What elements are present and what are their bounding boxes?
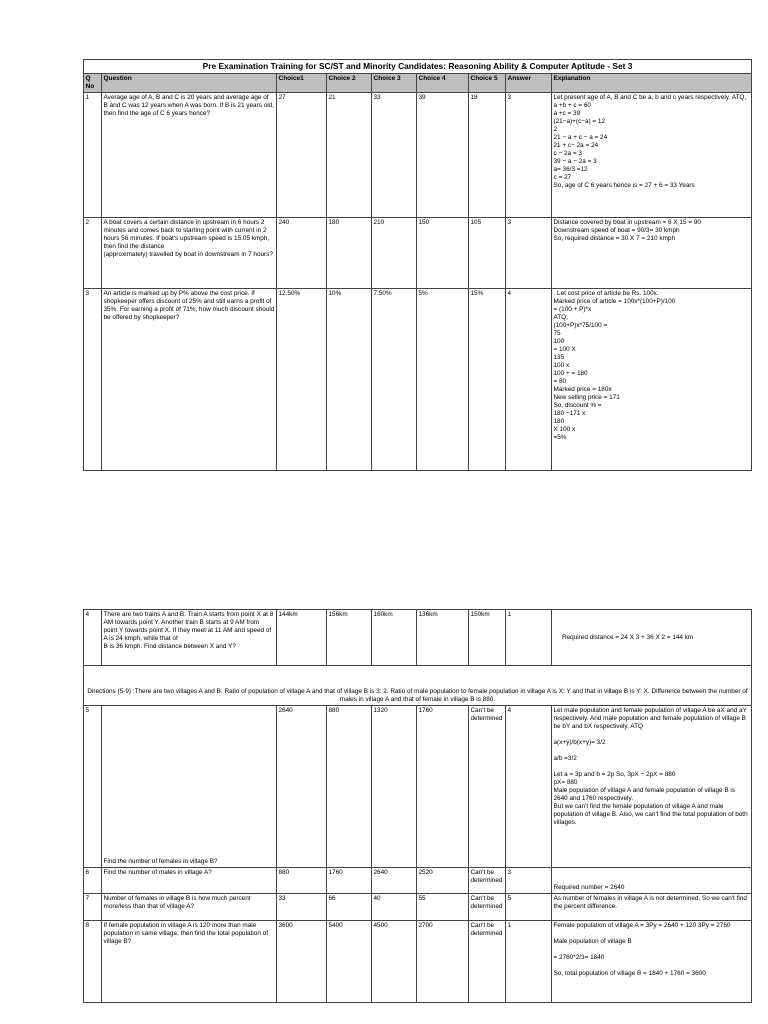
explanation: Female population of village A = 3Py = 2640 + 120 3Py = 2760 Male population of village B = 2760*2/3= 1840 So, total population of village B = 1840 + 1760 = 3600 xyxy=(552,921,752,1003)
choice-2: 880 xyxy=(327,706,372,868)
header-choice-4: Choice 4 xyxy=(417,73,469,92)
question-text: An article is marked up by P% above the cost price. If shopkeeper offers discount of 25% and still earns a profit of 35%. For earning a profit of 71%, how much discount should be offered by shopkeeper? xyxy=(102,288,277,470)
question-number: 6 xyxy=(84,868,102,894)
choice-1: 144km xyxy=(277,610,327,666)
explanation: Distance covered by boat in upstream = 6 X 15 = 90 Downstream speed of boat = 90/3= 30 kmph So, required distance = 30 X 7 = 210 kmph xyxy=(552,217,752,288)
directions-row xyxy=(84,666,752,706)
question-table-page-1 xyxy=(83,59,752,471)
choice-1: 3600 xyxy=(277,921,327,1003)
choice-1: 27 xyxy=(277,92,327,217)
choice-3: 210 xyxy=(372,217,417,288)
answer: 3 xyxy=(506,868,552,894)
header-row xyxy=(84,73,752,92)
question-number: 7 xyxy=(84,894,102,921)
question-text: There are two trains A and B. Train A starts from point X at 8 AM towards point Y. Another train B starts at 9 AM from point Y towards point X. If they meet at 11 AM and speed of A is 24 kmph, while that of B is 36 kmph. Find distance between X and Y? xyxy=(102,610,277,666)
question-row xyxy=(84,868,752,894)
choice-3: 7.50% xyxy=(372,288,417,470)
choice-1: 12.50% xyxy=(277,288,327,470)
question-text: Find the number of males in village A? xyxy=(102,868,277,894)
question-text: Average age of A, B and C is 20 years and average age of B and C was 12 years when A was born. If B is 21 years old, then find the age of C 6 years hence? xyxy=(102,92,277,217)
choice-3: 4500 xyxy=(372,921,417,1003)
question-row xyxy=(84,92,752,217)
choice-2: 1760 xyxy=(327,868,372,894)
choice-3: 40 xyxy=(372,894,417,921)
choice-2: 180 xyxy=(327,217,372,288)
choice-4: 5% xyxy=(417,288,469,470)
answer: 1 xyxy=(506,610,552,666)
choice-4: 39 xyxy=(417,92,469,217)
question-text: A boat covers a certain distance in upstream in 6 hours 2 minutes and comes back to starting point with current in 2 hours 56 minutes. If boat's upstream speed is 15.05 kmph, then find the distance (approximately) travelled by boat in downstream in 7 hours? xyxy=(102,217,277,288)
question-row xyxy=(84,610,752,666)
header-answer: Answer xyxy=(506,73,552,92)
choice-5: 105 xyxy=(469,217,506,288)
question-text: If female population in village A is 120 more than male population in same village, then find the total population of village B? xyxy=(102,921,277,1003)
choice-4: 55 xyxy=(417,894,469,921)
question-row xyxy=(84,921,752,1003)
choice-3: 33 xyxy=(372,92,417,217)
question-text: Find the number of females in village B? xyxy=(102,706,277,868)
choice-3: 2640 xyxy=(372,868,417,894)
choice-1: 33 xyxy=(277,894,327,921)
choice-4: 2700 xyxy=(417,921,469,1003)
choice-2: 5400 xyxy=(327,921,372,1003)
choice-5: 18 xyxy=(469,92,506,217)
question-number: 5 xyxy=(84,706,102,868)
explanation: . Let cost price of article be Rs. 100x. Marked price of article = 100x*(100+P)/100 = (100 + P)*x ATQ, (100+P)x*75/100 = 75 100 = 100 X 135 100 x 100 + = 180 = 80 Marked price = 180x New selling price = 171 So, discount % = 180 −171 x 180 X 100 x =5% xyxy=(552,288,752,470)
choice-3: 160km xyxy=(372,610,417,666)
header-choice-5: Choice 5 xyxy=(469,73,506,92)
question-number: 8 xyxy=(84,921,102,1003)
explanation: Required number = 2640 xyxy=(552,868,752,894)
question-row xyxy=(84,706,752,868)
choice-4: 136km xyxy=(417,610,469,666)
header-question: Question xyxy=(102,73,277,92)
question-number: 3 xyxy=(84,288,102,470)
explanation: Let present age of A, B and C be a, b and c years respectively. ATQ, a +b + c = 60 a +c = 39 (21−a)+(c−a) = 12 2 21 − a + c − a = 24 21 + c− 2a = 24 c − 2a = 3 39 − a − 2a = 3 a= 36/3 =12 c = 27 So, age of C 6 years hence is = 27 + 6 = 33 Years xyxy=(552,92,752,217)
choice-4: 2520 xyxy=(417,868,469,894)
answer: 1 xyxy=(506,921,552,1003)
answer: 3 xyxy=(506,92,552,217)
answer: 5 xyxy=(506,894,552,921)
choice-1: 2640 xyxy=(277,706,327,868)
question-row xyxy=(84,894,752,921)
choice-2: 21 xyxy=(327,92,372,217)
choice-5: Can't be determined xyxy=(469,868,506,894)
choice-4: 1760 xyxy=(417,706,469,868)
choice-5: Can't be determined xyxy=(469,921,506,1003)
choice-5: 150km xyxy=(469,610,506,666)
choice-3: 1320 xyxy=(372,706,417,868)
choice-2: 66 xyxy=(327,894,372,921)
choice-2: 156km xyxy=(327,610,372,666)
sheet-title: Pre Examination Training for SC/ST and Minority Candidates: Reasoning Ability & Computer Aptitude - Set 3 xyxy=(84,60,752,74)
question-row xyxy=(84,217,752,288)
question-number: 4 xyxy=(84,610,102,666)
choice-5: 15% xyxy=(469,288,506,470)
question-number: 2 xyxy=(84,217,102,288)
header-explanation: Explanation xyxy=(552,73,752,92)
question-table-page-2 xyxy=(83,609,752,1003)
header-choice-3: Choice 3 xyxy=(372,73,417,92)
header-choice-1: Choice1 xyxy=(277,73,327,92)
question-row xyxy=(84,288,752,470)
directions-text: Directions (5-9) :There are two villages A and B. Ratio of population of village A and that of village B is 3: 2. Ratio of male population to female population in village A is X: Y and that in village B is Y: X. Difference between the number of males in village A and that of female in village B is 880. xyxy=(84,666,752,706)
choice-1: 240 xyxy=(277,217,327,288)
explanation: Let male population and female population of village A be aX and aY respectively. And male population and female population of village B be bY and bX respectively. ATQ a(x+y)/b(x+y)= 3/2 a/b =3/2 Let a = 3p and b = 2p So, 3pX − 2pX = 880 pX= 880 Male population of village A and female population of village B is 2640 and 1760 respectively. But we can't find the female population of village A and male population of village B. Also, we can't find the total population of both villages. xyxy=(552,706,752,868)
choice-1: 880 xyxy=(277,868,327,894)
choice-5: Can't be determined xyxy=(469,706,506,868)
choice-4: 150 xyxy=(417,217,469,288)
choice-5: Can't be determined xyxy=(469,894,506,921)
question-text: Number of females in village B is how much percent more/less than that of village A? xyxy=(102,894,277,921)
explanation: Required distance = 24 X 3 + 36 X 2 = 144 km xyxy=(552,610,752,666)
header-qno: Q No xyxy=(84,73,102,92)
answer: 4 xyxy=(506,288,552,470)
answer: 3 xyxy=(506,217,552,288)
choice-2: 10% xyxy=(327,288,372,470)
question-number: 1 xyxy=(84,92,102,217)
header-choice-2: Choice 2 xyxy=(327,73,372,92)
answer: 4 xyxy=(506,706,552,868)
explanation: As number of females in village A is not determined. So we can't find the percent difference. xyxy=(552,894,752,921)
